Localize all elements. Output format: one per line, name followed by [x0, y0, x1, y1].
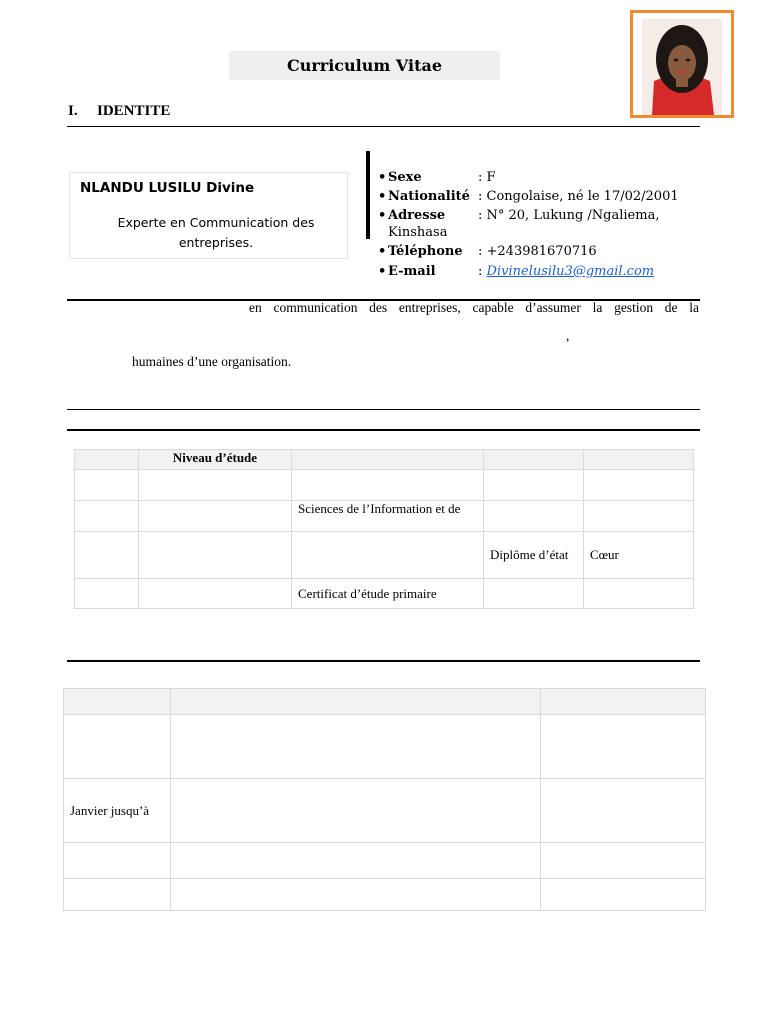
education-divider — [67, 429, 700, 431]
table-cell — [64, 843, 171, 879]
portrait-image — [642, 19, 722, 115]
table-cell — [484, 579, 584, 609]
detail-label: E-mail — [388, 264, 436, 279]
detail-value: : +243981670716 — [478, 244, 597, 259]
section-number: I. — [68, 103, 78, 119]
table-cell: Certificat d’étude primaire — [292, 579, 484, 609]
table-cell — [139, 579, 292, 609]
table-cell — [484, 501, 584, 532]
table-row — [75, 532, 694, 579]
section-divider — [67, 126, 700, 127]
detail-value: : N° 20, Lukung /Ngaliema, — [478, 208, 660, 223]
table-cell — [139, 532, 292, 579]
bullet-icon: • — [378, 208, 387, 223]
education-table — [74, 449, 694, 609]
details-accent-bar — [366, 151, 370, 239]
table-cell — [170, 779, 540, 843]
table-cell: Diplôme d’état — [484, 532, 584, 579]
table-cell — [541, 715, 706, 779]
table-row — [75, 501, 694, 532]
detail-label: Nationalité — [388, 189, 470, 204]
table-cell — [170, 715, 540, 779]
table-cell — [292, 470, 484, 501]
table-header-cell — [541, 689, 706, 715]
detail-label: Sexe — [388, 170, 422, 185]
profile-text-line1: en communication des entreprises, capable d’assumer la gestion de la — [249, 300, 699, 315]
table-header-cell — [292, 450, 484, 470]
table-cell — [584, 579, 694, 609]
table-cell — [484, 470, 584, 501]
section-divider — [67, 409, 700, 410]
table-row — [75, 470, 694, 501]
table-cell — [584, 470, 694, 501]
table-row — [64, 843, 706, 879]
experience-table — [63, 688, 706, 911]
table-cell — [139, 501, 292, 532]
table-cell — [584, 501, 694, 532]
table-row — [75, 579, 694, 609]
profile-photo — [630, 10, 734, 118]
profile-text-line2: , — [566, 328, 570, 343]
bullet-icon: • — [378, 189, 387, 204]
table-cell — [170, 843, 540, 879]
table-cell — [541, 879, 706, 911]
table-row — [64, 879, 706, 911]
table-cell — [170, 879, 540, 911]
table-cell — [75, 470, 139, 501]
experience-divider — [67, 660, 700, 662]
table-cell — [292, 532, 484, 579]
table-row — [64, 715, 706, 779]
table-cell: Janvier jusqu’à — [64, 779, 171, 843]
detail-value: : F — [478, 170, 496, 185]
table-header-cell — [75, 450, 139, 470]
table-header-row — [75, 450, 694, 470]
detail-label: Adresse — [388, 208, 446, 223]
candidate-role: Experte en Communication des entreprises. — [117, 215, 315, 250]
table-header-cell — [584, 450, 694, 470]
email-link[interactable]: Divinelusilu3@gmail.com — [486, 264, 655, 279]
table-cell — [64, 879, 171, 911]
detail-value-prefix: : — [478, 264, 487, 279]
table-cell — [75, 579, 139, 609]
section-heading-identite: IDENTITE — [97, 103, 171, 119]
table-header-cell — [484, 450, 584, 470]
table-cell: Sciences de l’Information et de — [292, 501, 484, 532]
table-header-cell: Niveau d’étude — [139, 450, 292, 470]
detail-label: Téléphone — [388, 244, 463, 259]
table-cell — [75, 532, 139, 579]
table-cell — [541, 779, 706, 843]
table-cell — [75, 501, 139, 532]
table-row — [64, 779, 706, 843]
table-header-row — [64, 689, 706, 715]
table-header-cell — [170, 689, 540, 715]
detail-adresse-city: Kinshasa — [388, 225, 448, 240]
profile-text-line3: humaines d’une organisation. — [132, 354, 292, 369]
bullet-icon: • — [378, 264, 387, 279]
table-cell — [541, 843, 706, 879]
table-cell — [64, 715, 171, 779]
page-title: Curriculum Vitae — [286, 56, 443, 75]
table-header-cell — [64, 689, 171, 715]
bullet-icon: • — [378, 244, 387, 259]
candidate-name: NLANDU LUSILU Divine — [80, 180, 255, 196]
bullet-icon: • — [378, 170, 387, 185]
table-cell: Cœur — [584, 532, 694, 579]
detail-value: : Congolaise, né le 17/02/2001 — [478, 189, 679, 204]
table-cell — [139, 470, 292, 501]
